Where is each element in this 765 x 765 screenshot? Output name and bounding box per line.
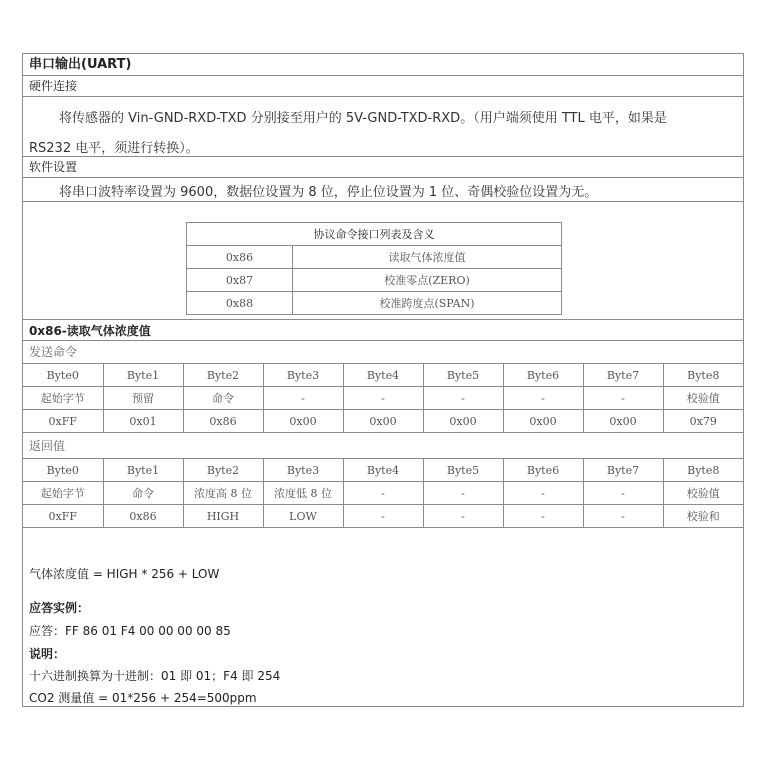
table-cell: Byte6 bbox=[503, 459, 583, 482]
table-cell: 0x00 bbox=[503, 410, 583, 433]
hardware-text-line2: RS232 电平，须进行转换）。 bbox=[29, 141, 199, 156]
protocol-table bbox=[186, 222, 562, 315]
table-cell: Byte7 bbox=[583, 459, 663, 482]
table-cell: 起始字节 bbox=[23, 482, 103, 505]
example-heading: 应答实例： bbox=[29, 601, 90, 615]
table-cell: 命令 bbox=[103, 482, 183, 505]
table-cell: 0xFF bbox=[23, 410, 103, 433]
table-cell: - bbox=[503, 482, 583, 505]
software-text-line1: 将串口波特率设置为 9600，数据位设置为 8 位，停止位设置为 1 位、奇偶校验位设置为无。 bbox=[59, 185, 598, 200]
table-cell: 0x01 bbox=[103, 410, 183, 433]
table-cell: Byte6 bbox=[503, 364, 583, 387]
table-cell: - bbox=[263, 387, 343, 410]
protocol-table-title: 协议命令接口列表及含义 bbox=[187, 223, 562, 246]
table-cell: Byte4 bbox=[343, 459, 423, 482]
table-cell: 校验值 bbox=[663, 482, 743, 505]
table-cell: Byte5 bbox=[423, 364, 503, 387]
table-cell: 预留 bbox=[103, 387, 183, 410]
table-row bbox=[23, 459, 743, 482]
table-cell: Byte8 bbox=[663, 364, 743, 387]
table-cell: Byte3 bbox=[263, 364, 343, 387]
table-cell: Byte1 bbox=[103, 459, 183, 482]
table-cell: 0x00 bbox=[263, 410, 343, 433]
section-title: 串口输出(UART) bbox=[23, 54, 743, 76]
table-row bbox=[187, 292, 562, 315]
table-cell: - bbox=[343, 387, 423, 410]
protocol-meaning: 读取气体浓度值 bbox=[293, 246, 562, 269]
return-value-table bbox=[23, 458, 743, 528]
table-row bbox=[187, 246, 562, 269]
table-cell: 0x79 bbox=[663, 410, 743, 433]
table-cell: Byte0 bbox=[23, 364, 103, 387]
hardware-heading: 硬件连接 bbox=[23, 76, 743, 97]
table-cell: 0xFF bbox=[23, 505, 103, 528]
divider bbox=[23, 201, 743, 202]
protocol-meaning: 校准跨度点(SPAN) bbox=[293, 292, 562, 315]
document-frame bbox=[22, 53, 744, 707]
table-cell: 校验和 bbox=[663, 505, 743, 528]
table-cell: - bbox=[423, 387, 503, 410]
protocol-code: 0x86 bbox=[187, 246, 293, 269]
table-cell: Byte4 bbox=[343, 364, 423, 387]
table-cell: Byte2 bbox=[183, 459, 263, 482]
protocol-meaning: 校准零点(ZERO) bbox=[293, 269, 562, 292]
table-cell: Byte5 bbox=[423, 459, 503, 482]
table-cell: - bbox=[503, 505, 583, 528]
table-cell: - bbox=[583, 482, 663, 505]
return-value-label: 返回值 bbox=[29, 439, 66, 453]
table-row bbox=[23, 410, 743, 433]
table-cell: Byte3 bbox=[263, 459, 343, 482]
formula-text: 气体浓度值 = HIGH * 256 + LOW bbox=[29, 567, 220, 581]
table-cell: Byte1 bbox=[103, 364, 183, 387]
table-cell: 0x86 bbox=[103, 505, 183, 528]
table-cell: - bbox=[583, 387, 663, 410]
table-cell: 浓度低 8 位 bbox=[263, 482, 343, 505]
table-cell: Byte7 bbox=[583, 364, 663, 387]
table-cell: 0x00 bbox=[583, 410, 663, 433]
table-cell: 0x00 bbox=[423, 410, 503, 433]
table-cell: 0x86 bbox=[183, 410, 263, 433]
table-cell: - bbox=[423, 505, 503, 528]
example-line: 应答：FF 86 01 F4 00 00 00 00 85 bbox=[29, 624, 231, 638]
table-cell: 命令 bbox=[183, 387, 263, 410]
table-cell: 浓度高 8 位 bbox=[183, 482, 263, 505]
table-cell: 0x00 bbox=[343, 410, 423, 433]
table-cell: Byte0 bbox=[23, 459, 103, 482]
explain-line1: 十六进制换算为十进制：01 即 01；F4 即 254 bbox=[29, 669, 281, 683]
table-cell: - bbox=[423, 482, 503, 505]
protocol-code: 0x88 bbox=[187, 292, 293, 315]
table-cell: - bbox=[343, 505, 423, 528]
explain-line2: CO2 测量值 = 01*256 + 254=500ppm bbox=[29, 691, 257, 705]
table-row bbox=[23, 364, 743, 387]
table-row bbox=[187, 269, 562, 292]
table-cell: - bbox=[583, 505, 663, 528]
table-cell: - bbox=[343, 482, 423, 505]
software-heading: 软件设置 bbox=[23, 157, 743, 178]
table-row bbox=[23, 387, 743, 410]
table-cell: HIGH bbox=[183, 505, 263, 528]
send-command-label: 发送命令 bbox=[29, 345, 78, 359]
cmd86-heading: 0x86-读取气体浓度值 bbox=[23, 319, 743, 341]
table-cell: 校验值 bbox=[663, 387, 743, 410]
table-cell: - bbox=[503, 387, 583, 410]
table-row bbox=[23, 505, 743, 528]
table-cell: 起始字节 bbox=[23, 387, 103, 410]
protocol-code: 0x87 bbox=[187, 269, 293, 292]
send-command-table bbox=[23, 363, 743, 433]
table-cell: LOW bbox=[263, 505, 343, 528]
table-cell: Byte8 bbox=[663, 459, 743, 482]
hardware-text-line1: 将传感器的 Vin-GND-RXD-TXD 分别接至用户的 5V-GND-TXD-RXD。（用户端须使用 TTL 电平，如果是 bbox=[59, 111, 667, 126]
explain-heading: 说明： bbox=[29, 647, 66, 661]
table-cell: Byte2 bbox=[183, 364, 263, 387]
table-row bbox=[23, 482, 743, 505]
